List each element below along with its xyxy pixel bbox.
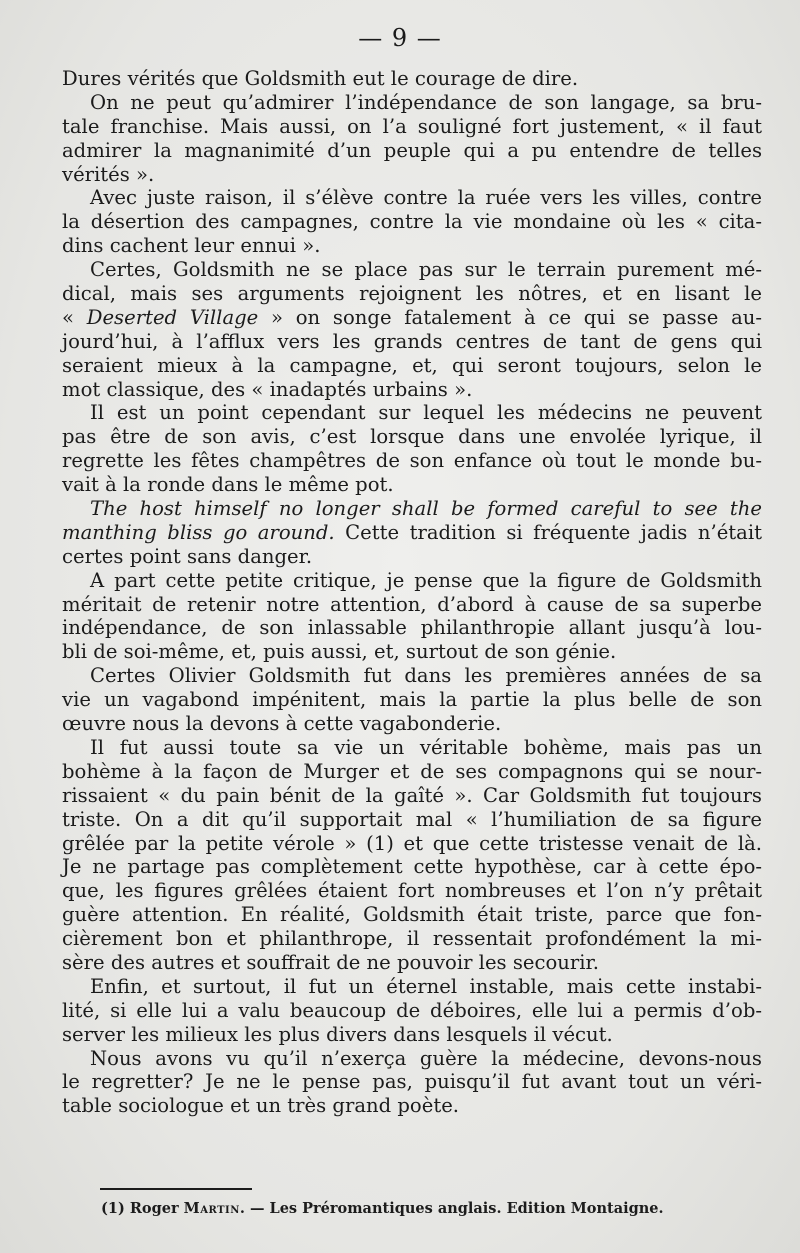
text-line: mot classique, des « inadaptés urbains ». bbox=[62, 377, 473, 401]
text-line: table sociologue et un très grand poète. bbox=[62, 1094, 460, 1118]
italic-title: The host himself no longer shall be formed careful to see the bbox=[90, 497, 762, 521]
text-line: Enfin, et surtout, il fut un éternel instable, mais cette instabi- bbox=[90, 974, 762, 998]
text-line: vérités ». bbox=[62, 162, 155, 186]
text-line: server les milieux les plus divers dans lesquels il vécut. bbox=[62, 1022, 613, 1046]
text-segment: » on songe fatalement à ce qui se passe au- bbox=[258, 305, 762, 329]
text-line: œuvre nous la devons à cette vagabonderie. bbox=[62, 712, 502, 736]
text-line: Nous avons vu qu’il n’exerça guère la médecine, devons-nous bbox=[90, 1046, 762, 1070]
text-line: A part cette petite critique, je pense que la figure de Goldsmith bbox=[90, 568, 762, 592]
text-line: jourd’hui, à l’afflux vers les grands centres de tant de gens qui bbox=[62, 329, 762, 353]
text-line: rissaient « du pain bénit de la gaîté ». Car Goldsmith fut toujours bbox=[62, 783, 762, 807]
text-line: dins cachent leur ennui ». bbox=[62, 234, 321, 258]
text-line: Certes, Goldsmith ne se place pas sur le terrain purement mé- bbox=[90, 258, 762, 282]
text-line: sère des autres et souffrait de ne pouvoir les secourir. bbox=[62, 950, 599, 974]
text-line: Certes Olivier Goldsmith fut dans les premières années de sa bbox=[90, 664, 762, 688]
text-line: grêlée par la petite vérole » (1) et que cette tristesse venait de là. bbox=[62, 831, 762, 855]
text-line: Dures vérités que Goldsmith eut le courage de dire. bbox=[62, 67, 579, 90]
text-line: Je ne partage pas complètement cette hypothèse, car à cette épo- bbox=[62, 855, 762, 879]
text-segment: Cette tradition si fréquente jadis n’était bbox=[334, 520, 762, 544]
text-line: méritait de retenir notre attention, d’abord à cause de sa superbe bbox=[62, 592, 762, 616]
text-line: seraient mieux à la campagne, et, qui seront toujours, selon le bbox=[62, 353, 762, 377]
text-line bbox=[62, 497, 762, 521]
text-line: Il est un point cependant sur lequel les médecins ne peuvent bbox=[90, 401, 762, 425]
text-line: admirer la magnanimité d’un peuple qui a pu entendre de telles bbox=[62, 138, 762, 162]
text-line: bohème à la façon de Murger et de ses compagnons qui se nour- bbox=[62, 759, 762, 783]
text-line: certes point sans danger. bbox=[62, 544, 313, 568]
text-line bbox=[62, 306, 762, 330]
footnote-reference: . — Les Préromantiques anglais. Edition Montaigne. bbox=[239, 1200, 664, 1217]
text-line: vait à la ronde dans le même pot. bbox=[62, 473, 394, 497]
text-line: guère attention. En réalité, Goldsmith était triste, parce que fon- bbox=[62, 903, 762, 927]
italic-title: Deserted Village bbox=[86, 305, 259, 329]
text-line: tale franchise. Mais aussi, on l’a souligné fort justement, « il faut bbox=[62, 114, 762, 138]
text-line: bli de soi-même, et, puis aussi, et, surtout de son génie. bbox=[62, 640, 617, 664]
text-line: Il fut aussi toute sa vie un véritable bohème, mais pas un bbox=[90, 735, 762, 759]
text-line: Avec juste raison, il s’élève contre la ruée vers les villes, contre bbox=[90, 186, 762, 210]
text-line bbox=[62, 521, 762, 545]
text-line: pas être de son avis, c’est lorsque dans une envolée lyrique, il bbox=[62, 425, 762, 449]
text-line: On ne peut qu’admirer l’indépendance de son langage, sa bru- bbox=[90, 90, 762, 114]
text-line: lité, si elle lui a valu beaucoup de déboires, elle lui a permis d’ob- bbox=[62, 998, 762, 1022]
text-line: la désertion des campagnes, contre la vie mondaine où les « cita- bbox=[62, 210, 762, 234]
footnote bbox=[101, 1200, 721, 1218]
text-line: le regretter? Je ne le pense pas, puisqu’il fut avant tout un véri- bbox=[62, 1070, 762, 1094]
footnote-author: Martin bbox=[183, 1200, 240, 1217]
text-line: dical, mais ses arguments rejoignent les nôtres, et en lisant le bbox=[62, 282, 762, 306]
text-segment: « bbox=[62, 305, 87, 329]
body-text bbox=[62, 67, 762, 1118]
text-line: vie un vagabond impénitent, mais la partie la plus belle de son bbox=[62, 688, 762, 712]
text-line: que, les figures grêlées étaient fort nombreuses et l’on n’y prêtait bbox=[62, 879, 762, 903]
footnote-rule bbox=[100, 1188, 252, 1190]
text-line: cièrement bon et philanthrope, il ressentait profondément la mi- bbox=[62, 927, 762, 951]
text-line: regrette les fêtes champêtres de son enfance où tout le monde bu- bbox=[62, 449, 762, 473]
text-line: indépendance, de son inlassable philanthropie allant jusqu’à lou- bbox=[62, 616, 762, 640]
italic-title: manthing bliss go around. bbox=[62, 520, 335, 544]
footnote-marker: (1) Roger bbox=[101, 1200, 184, 1217]
page-number: — 9 — bbox=[358, 24, 442, 52]
text-line: triste. On a dit qu’il supportait mal « l’humiliation de sa figure bbox=[62, 807, 762, 831]
